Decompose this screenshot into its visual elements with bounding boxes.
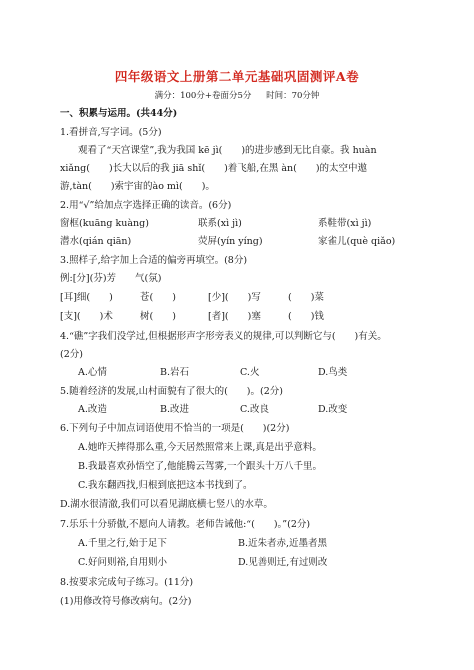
- q5-option: D.改变: [318, 404, 348, 415]
- q3-item: [耳]细( ): [60, 292, 113, 303]
- q7-option: C.好问则裕,自用则小: [78, 557, 167, 568]
- q6-option-d: D.湖水很清澈,我们可以看见湖底横七竖八的水草。: [60, 499, 273, 510]
- q2-item: 系鞋带(xì jì): [318, 218, 372, 229]
- q4-option: D.鸟类: [318, 367, 348, 378]
- q3-item: [者]( )塞: [208, 311, 261, 322]
- q3-example: 例:[分](芬)芳 气(氛): [60, 273, 162, 284]
- q4-option: B.岩石: [160, 367, 190, 378]
- q3-title: 3.照样子,给字加上合适的偏旁再填空。(8分): [60, 255, 248, 266]
- q6-title: 6.下列句子中加点词语使用不恰当的一项是( )(2分): [60, 423, 290, 434]
- q2-item: 窗框(kuāng kuàng): [60, 218, 149, 229]
- q7-option: A.千里之行,始于足下: [78, 538, 167, 549]
- q2-item: 家雀儿(què qiǎo): [318, 236, 396, 247]
- exam-meta: [0, 89, 474, 101]
- q1-title: 1.看拼音,写字词。(5分): [60, 127, 162, 138]
- q3-item: ( )钱: [288, 311, 324, 322]
- q1-line1: 观看了“天宫课堂”,我为我国 kē jì( )的进步感到无比自豪。我 huàn: [78, 145, 377, 156]
- q4-line1: 4.“礁”字我们没学过,但根据形声字形旁表义的规律,可以判断它与( )有关。: [60, 331, 387, 342]
- q3-item: 树( ): [140, 311, 176, 322]
- q4-line2: (2分): [60, 349, 83, 360]
- q6-option-b: B.我最喜欢孙悟空了,他能腾云驾雾,一个跟头十万八千里。: [78, 461, 323, 472]
- q7-title: 7.乐乐十分骄傲,不愿向人请教。老师告诫他:“( )。”(2分): [60, 519, 311, 530]
- exam-time: 时间：70分钟: [266, 91, 320, 101]
- q3-item: 苍( ): [140, 292, 176, 303]
- q8-subquestion: (1)用修改符号修改病句。(2分): [60, 596, 192, 607]
- q6-option-a: A.她昨天摔得那么重,今天居然照常来上课,真是出乎意料。: [78, 442, 322, 453]
- q2-item: 荧屏(yín yíng): [198, 236, 263, 247]
- q2-title: 2.用“√”给加点字选择正确的读音。(6分): [60, 200, 232, 211]
- q4-option: C.火: [240, 367, 260, 378]
- q1-line2: xiǎng( )长大以后的我 jiā shǐ( )着飞船,在黑 àn( )的太空中遨: [60, 163, 368, 174]
- q5-option: C.改良: [240, 404, 269, 415]
- q2-item: 潜水(qián qiān): [60, 236, 132, 247]
- q5-option: B.改进: [160, 404, 190, 415]
- q6-option-c: C.我东翻西找,归根到底把这本书找到了。: [78, 480, 253, 491]
- full-score: 满分：100分+卷面分5分: [154, 91, 252, 101]
- q8-title: 8.按要求完成句子练习。(11分): [60, 577, 194, 588]
- q3-item: [少]( )写: [208, 292, 261, 303]
- q3-item: ( )菜: [288, 292, 324, 303]
- page-title: 四年级语文上册第二单元基础巩固测评A卷: [114, 69, 360, 84]
- q4-option: A.心情: [78, 367, 107, 378]
- q7-option: D.见善则迁,有过则改: [238, 557, 328, 568]
- q5-option: A.改造: [78, 404, 107, 415]
- q3-item: [支]( )术: [60, 311, 113, 322]
- q1-line3: 游,tàn( )索宇宙的ào mì( )。: [60, 181, 215, 192]
- section-heading: 一、积累与运用。(共44分): [60, 108, 178, 119]
- q5-title: 5.随着经济的发展,山村面貌有了很大的( )。(2分): [60, 386, 283, 397]
- q2-item: 联系(xì jì): [198, 218, 242, 229]
- q7-option: B.近朱者赤,近墨者黑: [238, 538, 328, 549]
